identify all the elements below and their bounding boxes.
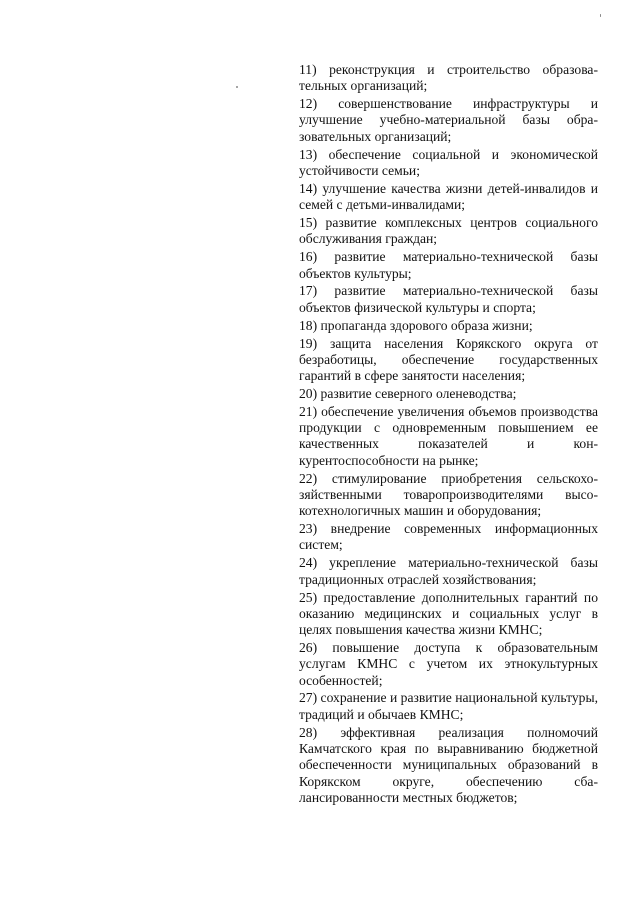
scan-speck bbox=[236, 86, 238, 88]
list-item-12: 12) совершенствование инфраструктуры и улучшение учебно-материальной базы образовательных организаций; bbox=[299, 96, 598, 144]
list-item-18: 18) пропаганда здорового образа жизни; bbox=[299, 317, 533, 333]
list-item-16: 16) развитие материально-технической базы объектов культуры; bbox=[299, 249, 598, 281]
scan-speck bbox=[600, 14, 601, 17]
list-item-25: 25) предоставление дополнительных гарантий по оказанию медицинских и социальных услуг в целях повышения качества жизни КМНС; bbox=[299, 589, 598, 638]
list-item-19: 19) защита населения Корякского округа от безработицы, обеспечение государственных гарантий в сфере занятости населения; bbox=[299, 335, 598, 384]
list-item-20: 20) развитие северного оленеводства; bbox=[299, 385, 517, 401]
list-item-22: 22) стимулирование приобретения сельскохозяйственными товаропроизводителями высокотехнологичных машин и оборудования; bbox=[299, 470, 598, 519]
list-text-block bbox=[299, 62, 598, 808]
list-item-24: 24) укрепление материально-технической базы традиционных отраслей хозяйствования; bbox=[299, 555, 598, 587]
list-item-17: 17) развитие материально-технической базы объектов физической культуры и спорта; bbox=[299, 283, 598, 315]
list-item-23: 23) внедрение современных информационных систем; bbox=[299, 521, 598, 553]
list-item-27: 27) сохранение и развитие национальной культуры, традиций и обычаев КМНС; bbox=[299, 690, 598, 722]
list-item-14: 14) улучшение качества жизни детей-инвалидов и семей с детьми-инвалидами; bbox=[299, 180, 598, 213]
list-item-15: 15) развитие комплексных центров социального обслуживания граждан; bbox=[299, 215, 598, 247]
list-item-26: 26) повышение доступа к образовательным услугам КМНС с учетом их этнокультурных особенностей; bbox=[299, 640, 598, 688]
list-item-21: 21) обеспечение увеличения объемов производства продукции с одновременным повышением ее качественных показателей и конкурентоспособности на рынке; bbox=[299, 403, 598, 468]
list-item-13: 13) обеспечение социальной и экономической устойчивости семьи; bbox=[299, 146, 598, 178]
list-item-11: 11) реконструкция и строительство образовательных организаций; bbox=[299, 62, 598, 94]
list-item-28: 28) эффективная реализация полномочий Камчатского края по выравниванию бюджетной обеспеченности муниципальных образований в Корякском округе, обеспечению сбалансированности местных бюджетов; bbox=[299, 724, 598, 805]
